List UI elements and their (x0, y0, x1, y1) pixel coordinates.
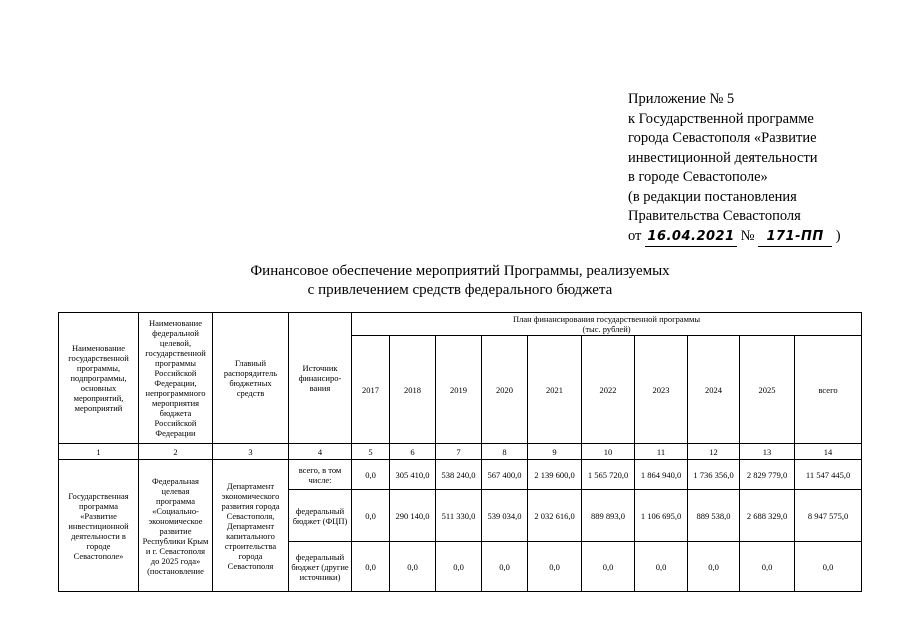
header-line: в городе Севастополе» (628, 169, 768, 185)
value-cell: 1 736 356,0 (688, 460, 740, 490)
value-cell: 305 410,0 (390, 460, 436, 490)
column-number: 6 (390, 444, 436, 460)
value-cell: 0,0 (352, 460, 390, 490)
document-title (60, 262, 860, 300)
value-cell: 1 565 720,0 (582, 460, 635, 490)
header-line: города Севастополя «Развитие (628, 130, 817, 146)
value-cell: 889 893,0 (582, 490, 635, 542)
order-suffix: ) (835, 227, 841, 244)
order-number-sign: № (740, 227, 755, 244)
program-name-cell: Государственная программа «Развитие инвестиционной деятельности в городе Севастополе» (59, 460, 139, 592)
header-plan (352, 313, 862, 336)
value-cell: 0,0 (390, 542, 436, 592)
column-number: 2 (139, 444, 213, 460)
value-cell: 2 139 600,0 (528, 460, 582, 490)
value-cell: 2 829 779,0 (740, 460, 795, 490)
column-number: 9 (528, 444, 582, 460)
value-cell: 2 032 616,0 (528, 490, 582, 542)
header-year: 2017 (352, 336, 390, 444)
header-federal-program: Наименование федеральной целевой, государственной программы Российской Федерации, непрограммного мероприятия бюджета Российской Федерации (139, 313, 213, 444)
value-cell: 0,0 (528, 542, 582, 592)
value-cell: 0,0 (582, 542, 635, 592)
order-number: 171-ПП (758, 227, 832, 248)
column-number: 5 (352, 444, 390, 460)
value-cell: 1 106 695,0 (635, 490, 688, 542)
title-line-1: Финансовое обеспечение мероприятий Программы, реализуемых (250, 263, 670, 279)
source-cell: всего, в том числе: (289, 460, 352, 490)
value-cell: 11 547 445,0 (795, 460, 862, 490)
header-total: всего (795, 336, 862, 444)
value-cell: 0,0 (352, 490, 390, 542)
value-cell: 0,0 (688, 542, 740, 592)
value-cell: 290 140,0 (390, 490, 436, 542)
title-line-2: с привлечением средств федерального бюджета (307, 282, 613, 298)
column-number: 1 (59, 444, 139, 460)
column-number: 4 (289, 444, 352, 460)
header-plan-unit: (тыс. рублей) (582, 324, 631, 334)
table-row (59, 460, 862, 490)
column-numbers-row (59, 444, 862, 460)
header-line: к Государственной программе (628, 110, 814, 127)
source-cell: федеральный бюджет (другие источники) (289, 542, 352, 592)
header-year: 2024 (688, 336, 740, 444)
column-number: 3 (213, 444, 289, 460)
header-source: Источник финансиро-вания (289, 313, 352, 444)
order-line (628, 227, 898, 248)
order-prefix: от (628, 227, 642, 244)
header-year: 2021 (528, 336, 582, 444)
header-year: 2023 (635, 336, 688, 444)
value-cell: 0,0 (352, 542, 390, 592)
value-cell: 2 688 329,0 (740, 490, 795, 542)
header-line: Приложение № 5 (628, 91, 735, 107)
value-cell: 539 034,0 (482, 490, 528, 542)
header-plan-title: План финансирования государственной программы (512, 314, 701, 324)
financing-table (58, 312, 862, 592)
header-year: 2025 (740, 336, 795, 444)
value-cell: 8 947 575,0 (795, 490, 862, 542)
value-cell: 0,0 (436, 542, 482, 592)
header-year: 2020 (482, 336, 528, 444)
column-number: 8 (482, 444, 528, 460)
header-line: Правительства Севастополя (628, 208, 801, 224)
value-cell: 1 864 940,0 (635, 460, 688, 490)
header-distributor: Главный распорядитель бюджетных средств (213, 313, 289, 444)
header-program-name: Наименование государственной программы, подпрограммы, основных мероприятий, мероприятий (59, 313, 139, 444)
value-cell: 538 240,0 (436, 460, 482, 490)
federal-program-cell: Федеральная целевая программа «Социально-экономическое развитие Республики Крым и г. Севастополя до 2025 года» (постановление (139, 460, 213, 592)
column-number: 12 (688, 444, 740, 460)
header-year: 2022 (582, 336, 635, 444)
column-number: 14 (795, 444, 862, 460)
column-number: 7 (436, 444, 482, 460)
value-cell: 0,0 (740, 542, 795, 592)
value-cell: 0,0 (482, 542, 528, 592)
source-cell: федеральный бюджет (ФЦП) (289, 490, 352, 542)
value-cell: 889 538,0 (688, 490, 740, 542)
value-cell: 567 400,0 (482, 460, 528, 490)
header-year: 2018 (390, 336, 436, 444)
column-number: 11 (635, 444, 688, 460)
value-cell: 0,0 (795, 542, 862, 592)
appendix-header (628, 90, 898, 247)
table-header-row (59, 313, 862, 336)
header-line: инвестиционной деятельности (628, 149, 818, 166)
header-year: 2019 (436, 336, 482, 444)
distributor-cell: Департамент экономического развития города Севастополя, Департамент капитального строительства города Севастополя (213, 460, 289, 592)
column-number: 13 (740, 444, 795, 460)
header-line: (в редакции постановления (628, 188, 797, 205)
order-date: 16.04.2021 (645, 227, 737, 248)
column-number: 10 (582, 444, 635, 460)
value-cell: 0,0 (635, 542, 688, 592)
value-cell: 511 330,0 (436, 490, 482, 542)
